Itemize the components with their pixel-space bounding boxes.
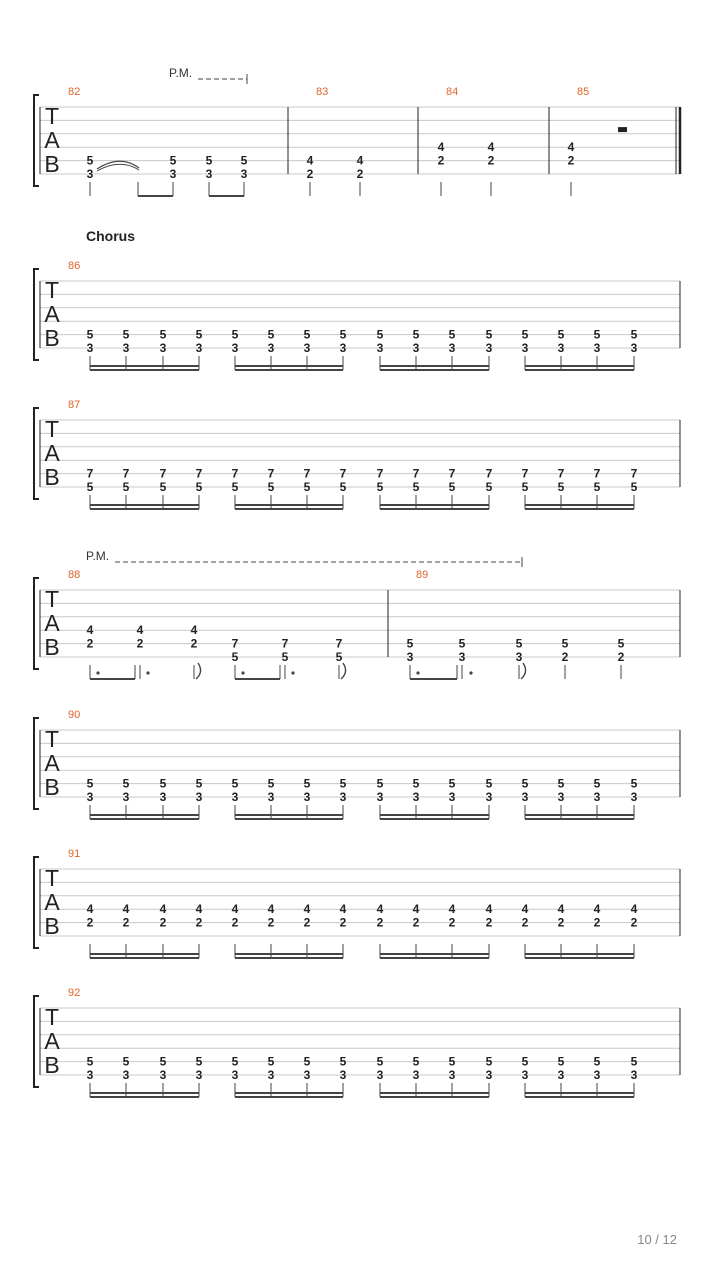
fret-chord-lower: 3 [521,1068,529,1082]
fret-chord-lower: 5 [630,480,638,494]
fret-chord-upper: 7 [231,636,239,651]
fret-chord-lower: 3 [86,790,94,804]
fret-chord-upper: 4 [376,902,384,917]
fret-chord-upper: 5 [630,1054,638,1069]
system-bracket [34,996,39,1087]
fret-chord-lower: 5 [521,480,529,494]
fret-chord-upper: 5 [303,327,311,342]
fret-chord-lower: 3 [231,341,239,355]
bar-number: 86 [68,260,81,272]
fret-chord-lower: 3 [630,1068,638,1082]
fret-chord-upper: 7 [557,466,565,481]
fret-chord-upper: 5 [448,776,456,791]
fret-chord-lower: 2 [593,915,601,930]
fret-chord-upper: 5 [376,776,384,791]
fret-chord-lower: 5 [267,480,275,494]
fret-chord-lower: 2 [122,915,130,930]
fret-chord-upper: 7 [267,466,275,481]
fret-chord-lower: 5 [122,480,130,494]
fret-chord-lower: 2 [306,167,314,181]
fret-chord-lower: 2 [487,153,495,168]
fret-chord-upper: 5 [195,776,203,791]
section-label: Chorus [86,228,135,244]
fret-chord-lower: 5 [335,650,343,664]
tab-clef-b: B [44,913,60,939]
fret-chord-upper: 4 [190,623,198,638]
fret-chord-upper: 7 [159,466,167,481]
bar-number: 84 [446,86,459,98]
fret-chord-upper: 7 [231,466,239,481]
fret-chord-lower: 3 [195,790,203,804]
fret-chord-lower: 3 [376,1068,384,1082]
fret-chord-lower: 2 [617,650,625,664]
fret-chord-upper: 5 [406,636,414,651]
fret-chord-upper: 4 [86,623,94,638]
fret-chord-upper: 5 [122,327,130,342]
fret-chord-lower: 5 [376,480,384,494]
fret-chord-lower: 2 [231,915,239,930]
fret-chord-upper: 5 [231,327,239,342]
fret-chord-upper: 5 [485,776,493,791]
fret-chord-upper: 5 [521,327,529,342]
fret-chord-upper: 7 [122,466,130,481]
fret-chord-lower: 3 [593,341,601,355]
tab-clef-b: B [44,325,60,351]
fret-chord-lower: 3 [448,1068,456,1082]
fret-chord-upper: 4 [412,902,420,917]
system-bracket [34,578,39,669]
tab-clef-b: B [44,151,60,177]
fret-chord-upper: 7 [376,466,384,481]
bar-number: 85 [577,86,590,98]
fret-chord-lower: 3 [593,1068,601,1082]
fret-chord-upper: 4 [521,902,529,917]
tab-clef-t: T [44,277,60,303]
fret-chord-lower: 2 [190,636,198,651]
fret-chord-lower: 3 [521,341,529,355]
fret-chord-lower: 5 [339,480,347,494]
fret-chord-upper: 5 [557,1054,565,1069]
fret-chord-upper: 4 [630,902,638,917]
fret-chord-lower: 3 [231,1068,239,1082]
fret-chord-upper: 5 [195,327,203,342]
fret-chord-lower: 5 [86,480,94,494]
fret-chord-lower: 3 [267,1068,275,1082]
fret-chord-upper: 5 [267,327,275,342]
fret-chord-lower: 3 [159,1068,167,1082]
fret-chord-upper: 5 [303,1054,311,1069]
fret-chord-upper: 5 [303,776,311,791]
fret-chord-upper: 7 [335,636,343,651]
fret-chord-upper: 5 [231,1054,239,1069]
fret-chord-lower: 3 [231,790,239,804]
fret-chord-lower: 2 [412,915,420,930]
palm-mute-label: P.M. [86,549,110,563]
fret-chord-upper: 4 [159,902,167,917]
fret-chord-lower: 5 [231,650,239,664]
fret-chord-upper: 5 [86,1054,94,1069]
fret-chord-upper: 4 [356,153,364,168]
fret-chord-upper: 4 [448,902,456,917]
fret-chord-upper: 5 [630,776,638,791]
fret-chord-upper: 4 [485,902,493,917]
fret-chord-upper: 5 [339,327,347,342]
fret-chord-lower: 3 [412,790,420,804]
fret-chord-upper: 5 [86,153,94,168]
fret-chord-lower: 3 [86,1068,94,1082]
fret-chord-lower: 5 [448,480,456,494]
fret-chord-upper: 7 [412,466,420,481]
fret-chord-upper: 4 [339,902,347,917]
page-number: 10 / 12 [637,1232,677,1247]
fret-chord-upper: 5 [205,153,213,168]
fret-chord-lower: 3 [521,790,529,804]
fret-chord-lower: 3 [339,1068,347,1082]
bar-number: 90 [68,709,81,721]
fret-chord-lower: 5 [593,480,601,494]
fret-chord-lower: 3 [169,167,177,181]
fret-chord-lower: 2 [557,915,565,930]
fret-chord-upper: 5 [159,1054,167,1069]
fret-chord-upper: 5 [122,1054,130,1069]
fret-chord-lower: 3 [458,650,466,664]
fret-chord-lower: 3 [86,341,94,355]
fret-chord-upper: 5 [412,1054,420,1069]
dot [96,671,99,674]
note-flag [196,663,201,679]
fret-chord-lower: 5 [281,650,289,664]
fret-chord-upper: 7 [339,466,347,481]
fret-chord-upper: 5 [412,327,420,342]
fret-chord-upper: 4 [306,153,314,168]
fret-chord-lower: 3 [630,790,638,804]
fret-chord-lower: 3 [630,341,638,355]
fret-chord-upper: 7 [303,466,311,481]
fret-chord-lower: 3 [195,341,203,355]
fret-chord-lower: 3 [448,790,456,804]
dot [146,671,149,674]
fret-chord-lower: 5 [303,480,311,494]
fret-chord-lower: 2 [448,915,456,930]
fret-chord-lower: 5 [231,480,239,494]
fret-chord-lower: 5 [159,480,167,494]
fret-chord-upper: 7 [86,466,94,481]
fret-chord-lower: 3 [339,341,347,355]
rest-symbol [618,127,627,132]
bar-number: 88 [68,569,81,581]
fret-chord-upper: 7 [593,466,601,481]
fret-chord-upper: 5 [159,327,167,342]
fret-chord-lower: 3 [485,790,493,804]
fret-chord-lower: 2 [159,915,167,930]
fret-chord-upper: 5 [267,1054,275,1069]
fret-chord-upper: 5 [521,1054,529,1069]
fret-chord-lower: 2 [267,915,275,930]
fret-chord-upper: 5 [240,153,248,168]
fret-chord-lower: 3 [205,167,213,181]
fret-chord-upper: 5 [557,327,565,342]
fret-chord-upper: 7 [281,636,289,651]
system-bracket [34,95,39,186]
fret-chord-lower: 2 [86,636,94,651]
fret-chord-upper: 4 [267,902,275,917]
fret-chord-upper: 5 [485,1054,493,1069]
fret-chord-upper: 4 [303,902,311,917]
fret-chord-upper: 5 [195,1054,203,1069]
fret-chord-upper: 7 [448,466,456,481]
fret-chord-upper: 4 [231,902,239,917]
fret-chord-lower: 3 [339,790,347,804]
tab-clef-a: A [44,440,60,466]
fret-chord-upper: 5 [412,776,420,791]
system-bracket [34,408,39,499]
fret-chord-lower: 3 [557,1068,565,1082]
system-bracket [34,269,39,360]
fret-chord-lower: 5 [412,480,420,494]
tab-clef-t: T [44,586,60,612]
fret-chord-upper: 5 [617,636,625,651]
fret-chord-lower: 5 [195,480,203,494]
fret-chord-upper: 7 [630,466,638,481]
fret-chord-lower: 3 [376,790,384,804]
fret-chord-upper: 5 [169,153,177,168]
fret-chord-upper: 5 [86,327,94,342]
fret-chord-upper: 5 [122,776,130,791]
fret-chord-upper: 5 [557,776,565,791]
fret-chord-upper: 5 [561,636,569,651]
fret-chord-upper: 5 [521,776,529,791]
palm-mute-label: P.M. [169,66,193,80]
bar-number: 82 [68,86,81,98]
tab-clef-b: B [44,464,60,490]
fret-chord-lower: 3 [485,341,493,355]
fret-chord-lower: 3 [122,790,130,804]
fret-chord-upper: 5 [339,1054,347,1069]
dot [291,671,294,674]
fret-chord-upper: 5 [485,327,493,342]
dot [241,671,244,674]
dot [469,671,472,674]
bar-number: 91 [68,848,81,860]
fret-chord-lower: 2 [521,915,529,930]
fret-chord-lower: 2 [376,915,384,930]
fret-chord-upper: 5 [458,636,466,651]
tab-clef-t: T [44,1004,60,1030]
fret-chord-upper: 4 [567,140,575,155]
fret-chord-lower: 3 [593,790,601,804]
fret-chord-upper: 4 [136,623,144,638]
tab-clef-a: A [44,127,60,153]
fret-chord-lower: 3 [303,341,311,355]
fret-chord-upper: 4 [437,140,445,155]
tab-clef-a: A [44,610,60,636]
fret-chord-lower: 2 [561,650,569,664]
fret-chord-upper: 4 [122,902,130,917]
fret-chord-upper: 5 [630,327,638,342]
fret-chord-upper: 5 [231,776,239,791]
fret-chord-upper: 5 [339,776,347,791]
tab-clef-a: A [44,1028,60,1054]
bar-number: 87 [68,399,81,411]
fret-chord-lower: 3 [448,341,456,355]
fret-chord-upper: 7 [521,466,529,481]
fret-chord-lower: 2 [567,153,575,168]
fret-chord-lower: 2 [437,153,445,168]
fret-chord-lower: 3 [515,650,523,664]
fret-chord-lower: 2 [86,915,94,930]
fret-chord-upper: 5 [86,776,94,791]
fret-chord-lower: 3 [376,341,384,355]
fret-chord-upper: 5 [515,636,523,651]
fret-chord-lower: 3 [412,1068,420,1082]
bar-number: 92 [68,987,81,999]
fret-chord-lower: 3 [240,167,248,181]
fret-chord-lower: 3 [267,341,275,355]
fret-chord-upper: 5 [376,327,384,342]
fret-chord-lower: 3 [267,790,275,804]
fret-chord-lower: 2 [630,915,638,930]
fret-chord-lower: 2 [339,915,347,930]
tab-clef-b: B [44,634,60,660]
fret-chord-upper: 5 [448,327,456,342]
fret-chord-upper: 4 [557,902,565,917]
fret-chord-upper: 4 [86,902,94,917]
tab-clef-b: B [44,774,60,800]
fret-chord-upper: 4 [487,140,495,155]
fret-chord-upper: 5 [593,1054,601,1069]
fret-chord-lower: 3 [303,790,311,804]
fret-chord-upper: 4 [195,902,203,917]
fret-chord-lower: 3 [122,341,130,355]
tab-clef-t: T [44,416,60,442]
tab-clef-a: A [44,889,60,915]
note-flag [341,663,346,679]
tab-clef-t: T [44,865,60,891]
tab-clef-b: B [44,1052,60,1078]
fret-chord-lower: 5 [485,480,493,494]
fret-chord-lower: 3 [303,1068,311,1082]
tab-clef-a: A [44,301,60,327]
system-bracket [34,857,39,948]
note-flag [521,663,526,679]
fret-chord-upper: 5 [448,1054,456,1069]
fret-chord-lower: 3 [159,341,167,355]
fret-chord-lower: 2 [356,167,364,181]
fret-chord-lower: 3 [122,1068,130,1082]
fret-chord-lower: 3 [159,790,167,804]
fret-chord-upper: 5 [593,327,601,342]
bar-number: 89 [416,569,429,581]
tab-clef-t: T [44,726,60,752]
dot [416,671,419,674]
fret-chord-upper: 5 [267,776,275,791]
fret-chord-lower: 2 [136,636,144,651]
fret-chord-lower: 3 [557,341,565,355]
fret-chord-lower: 3 [485,1068,493,1082]
fret-chord-lower: 3 [557,790,565,804]
fret-chord-upper: 5 [159,776,167,791]
fret-chord-upper: 5 [593,776,601,791]
fret-chord-upper: 4 [593,902,601,917]
fret-chord-lower: 3 [195,1068,203,1082]
fret-chord-lower: 5 [557,480,565,494]
fret-chord-lower: 3 [86,167,94,181]
fret-chord-lower: 2 [195,915,203,930]
fret-chord-lower: 3 [406,650,414,664]
fret-chord-upper: 7 [195,466,203,481]
tab-clef-a: A [44,750,60,776]
fret-chord-lower: 2 [485,915,493,930]
bar-number: 83 [316,86,329,98]
system-bracket [34,718,39,809]
fret-chord-upper: 7 [485,466,493,481]
tab-clef-t: T [44,103,60,129]
fret-chord-lower: 2 [303,915,311,930]
fret-chord-upper: 5 [376,1054,384,1069]
fret-chord-lower: 3 [412,341,420,355]
